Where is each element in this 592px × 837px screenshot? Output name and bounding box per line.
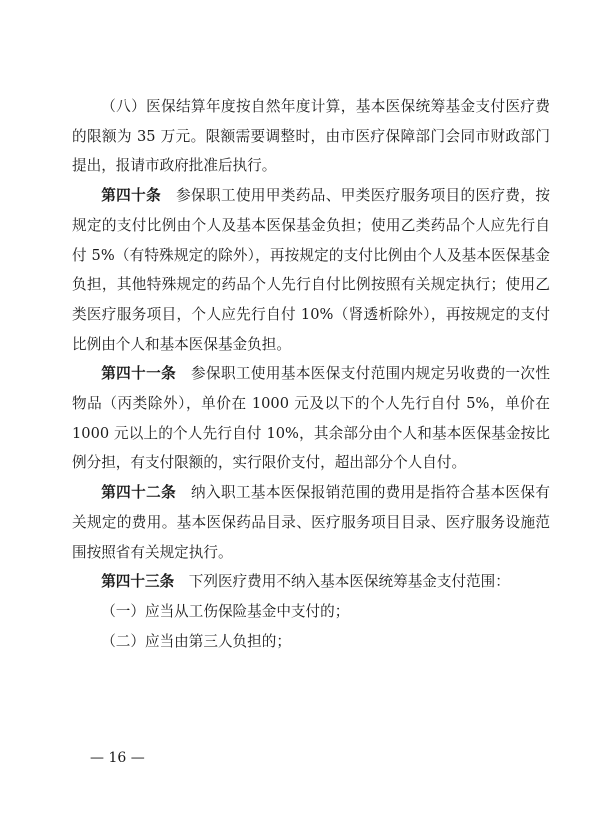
article-number: 第四十三条: [101, 573, 175, 591]
list-item-text: （二）应当由第三人负担的；: [101, 632, 291, 650]
paragraph-text: （八）医保结算年度按自然年度计算，基本医保统筹基金支付医疗费的限额为 35 万元。限额需要调整时，由市医疗保障部门会同市财政部门提出，报请市政府批准后执行。: [72, 98, 550, 175]
article-text: 参保职工使用基本医保支付范围内规定另收费的一次性物品（丙类除外），单价在 1000 元及以下的个人先行自付 5%，单价在 1000 元以上的个人先行自付 10%，其余部分由个人和基本医保基金按比例分担，有支付限额的，实行限价支付，超出部分个人自付。: [72, 365, 550, 472]
paragraph-item-8: [72, 92, 550, 181]
article-42: [72, 478, 550, 567]
article-40: [72, 181, 550, 359]
article-text: 参保职工使用甲类药品、甲类医疗服务项目的医疗费，按规定的支付比例由个人及基本医保基金负担；使用乙类药品个人应先行自付 5%（有特殊规定的除外），再按规定的支付比例由个人及基本医保基金负担，其他特殊规定的药品个人先行自付比例按照有关规定执行；使用乙类医疗服务项目，个人应先行自付 10%（肾透析除外），再按规定的支付比例由个人和基本医保基金负担。: [72, 187, 550, 353]
list-item-2: [72, 627, 550, 657]
article-number: 第四十条: [101, 187, 162, 205]
page-number: — 16 —: [90, 750, 145, 766]
document-body: [72, 92, 550, 656]
article-41: [72, 359, 550, 478]
article-number: 第四十一条: [101, 365, 177, 383]
article-43: [72, 567, 550, 597]
list-item-1: [72, 597, 550, 627]
article-number: 第四十二条: [101, 484, 177, 502]
article-text: 下列医疗费用不纳入基本医保统筹基金支付范围：: [188, 573, 510, 591]
list-item-text: （一）应当从工伤保险基金中支付的；: [101, 602, 350, 620]
article-text: 纳入职工基本医保报销范围的费用是指符合基本医保有关规定的费用。基本医保药品目录、医疗服务项目目录、医疗服务设施范围按照省有关规定执行。: [72, 484, 550, 561]
